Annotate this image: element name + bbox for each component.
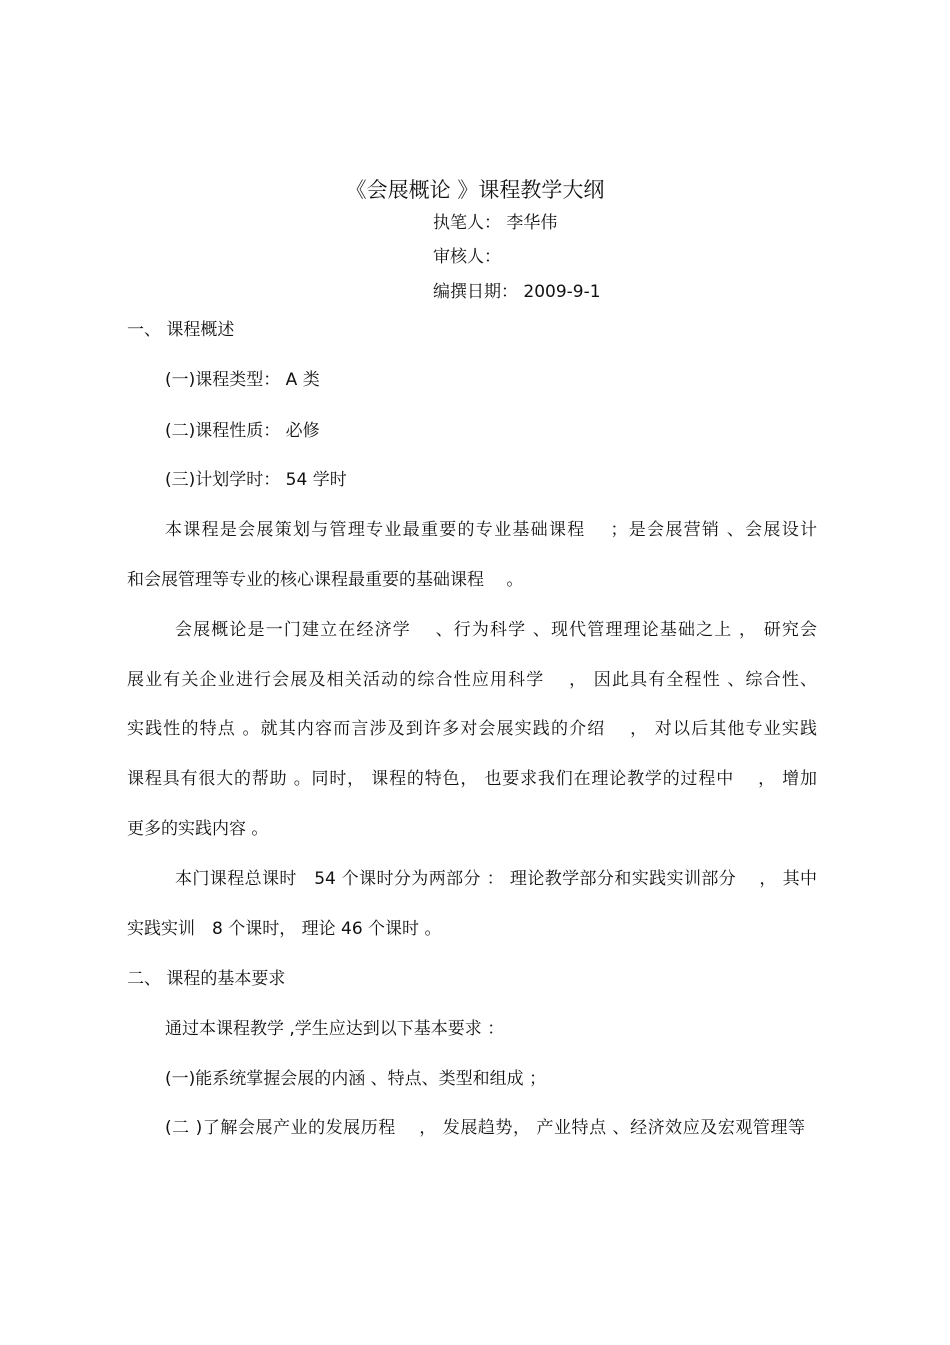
- reviewer-line: 审核人：: [433, 247, 501, 267]
- paragraph-line: 本课程是会展策划与管理专业最重要的专业基础课程 ；是会展营销 、会展设计: [165, 520, 817, 540]
- requirement-item: (一)能系统掌握会展的内涵 、特点、类型和组成 ；: [165, 1069, 547, 1089]
- author-line: 执笔人： 李华伟: [433, 213, 558, 233]
- section-heading: 一、 课程概述: [127, 320, 235, 340]
- section-heading: 二、 课程的基本要求: [127, 969, 286, 989]
- date-line: 编撰日期： 2009-9-1: [433, 282, 601, 302]
- paragraph-line: 和会展管理等专业的核心课程最重要的基础课程 。: [127, 570, 524, 590]
- requirements-intro: 通过本课程教学 ,学生应达到以下基本要求 ：: [165, 1019, 505, 1039]
- document-title: 《会展概论 》课程教学大纲: [345, 178, 605, 202]
- paragraph-line: 实践实训 8 个课时， 理论 46 个课时 。: [127, 919, 442, 939]
- paragraph-line: 更多的实践内容 。: [127, 819, 269, 839]
- paragraph-line: 展业有关企业进行会展及相关活动的综合性应用科学 ， 因此具有全程性 、综合性、: [127, 670, 817, 690]
- course-hours-item: (三)计划学时： 54 学时: [165, 470, 347, 490]
- requirement-item: (二 )了解会展产业的发展历程 ， 发展趋势， 产业特点 、经济效应及宏观管理等: [165, 1118, 805, 1138]
- paragraph-line: 实践性的特点 。就其内容而言涉及到许多对会展实践的介绍 ， 对以后其他专业实践: [127, 719, 817, 739]
- paragraph-line: 本门课程总课时 54 个课时分为两部分 ： 理论教学部分和实践实训部分 ， 其中: [175, 869, 817, 889]
- paragraph-line: 课程具有很大的帮助 。同时， 课程的特色， 也要求我们在理论教学的过程中 ， 增加: [127, 769, 817, 789]
- course-type-item: (一)课程类型： A 类: [165, 370, 320, 390]
- paragraph-line: 会展概论是一门建立在经济学 、行为科学 、现代管理理论基础之上 ， 研究会: [175, 620, 817, 640]
- course-nature-item: (二)课程性质： 必修: [165, 421, 320, 441]
